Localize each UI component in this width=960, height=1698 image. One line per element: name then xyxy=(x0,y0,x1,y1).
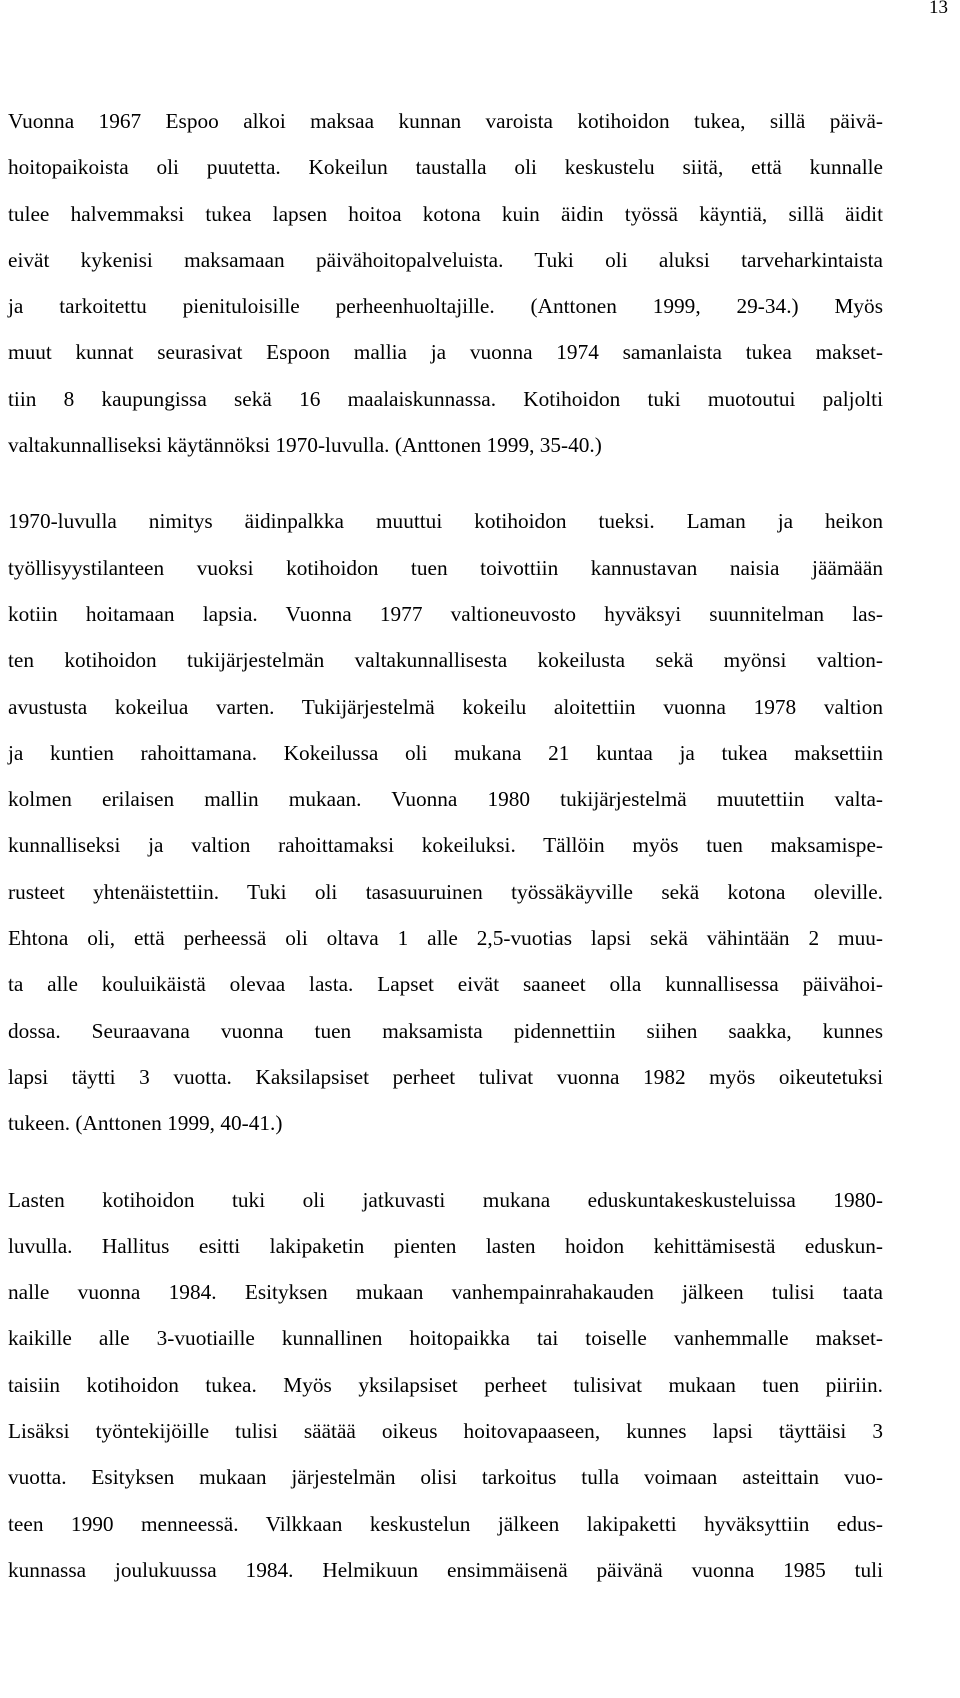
text-line: eivät kykenisi maksamaan päivähoitopalveluista. Tuki oli aluksi tarveharkintaista xyxy=(8,247,883,272)
text-line: kaikille alle 3-vuotiaille kunnallinen hoitopaikka tai toiselle vanhemmalle makset- xyxy=(8,1326,883,1351)
text-line: avustusta kokeilua varten. Tukijärjestelmä kokeilu aloitettiin vuonna 1978 valtion xyxy=(8,694,883,719)
text-line: lapsi täytti 3 vuotta. Kaksilapsiset perheet tulivat vuonna 1982 myös oikeutetuksi xyxy=(8,1064,883,1089)
text-line: hoitopaikoista oli puutetta. Kokeilun taustalla oli keskustelu siitä, että kunnalle xyxy=(8,155,883,180)
text-line: Lisäksi työntekijöille tulisi säätää oikeus hoitovapaaseen, kunnes lapsi täyttäisi 3 xyxy=(8,1419,883,1444)
paragraph-spacer xyxy=(8,468,883,498)
text-line: luvulla. Hallitus esitti lakipaketin pienten lasten hoidon kehittämisestä eduskun- xyxy=(8,1233,883,1258)
text-line: ja kuntien rahoittamana. Kokeilussa oli mukana 21 kuntaa ja tukea maksettiin xyxy=(8,740,883,765)
text-line: 1970-luvulla nimitys äidinpalkka muuttui kotihoidon tueksi. Laman ja heikon xyxy=(8,509,883,534)
paragraph-3 xyxy=(8,1177,883,1594)
paragraph-1 xyxy=(8,98,883,468)
paragraph-2 xyxy=(8,498,883,1146)
text-line: Ehtona oli, että perheessä oli oltava 1 alle 2,5-vuotias lapsi sekä vähintään 2 muu- xyxy=(8,926,883,951)
text-line: kunnassa joulukuussa 1984. Helmikuun ensimmäisenä päivänä vuonna 1985 tuli xyxy=(8,1557,883,1582)
page-number: 13 xyxy=(929,0,948,18)
text-line: nalle vuonna 1984. Esityksen mukaan vanhempainrahakauden jälkeen tulisi taata xyxy=(8,1280,883,1305)
text-line: muut kunnat seurasivat Espoon mallia ja vuonna 1974 samanlaista tukea makset- xyxy=(8,340,883,365)
text-line: kolmen erilaisen mallin mukaan. Vuonna 1980 tukijärjestelmä muutettiin valta- xyxy=(8,787,883,812)
text-line: Vuonna 1967 Espoo alkoi maksaa kunnan varoista kotihoidon tukea, sillä päivä- xyxy=(8,109,883,133)
text-line: ja tarkoitettu pienituloisille perheenhuoltajille. (Anttonen 1999, 29-34.) Myös xyxy=(8,294,883,319)
text-line: vuotta. Esityksen mukaan järjestelmän olisi tarkoitus tulla voimaan asteittain vuo- xyxy=(8,1465,883,1490)
text-line: ta alle kouluikäistä olevaa lasta. Lapset eivät saaneet olla kunnallisessa päivähoi- xyxy=(8,972,883,997)
text-line: tulee halvemmaksi tukea lapsen hoitoa kotona kuin äidin työssä käyntiä, sillä äidit xyxy=(8,201,883,226)
text-line: valtakunnalliseksi käytännöksi 1970-luvulla. (Anttonen 1999, 35-40.) xyxy=(8,433,602,458)
text-line: taisiin kotihoidon tukea. Myös yksilapsiset perheet tulisivat mukaan tuen piiriin. xyxy=(8,1372,883,1397)
document-body xyxy=(8,98,883,1593)
text-line: teen 1990 menneessä. Vilkkaan keskustelun jälkeen lakipaketti hyväksyttiin edus- xyxy=(8,1511,883,1536)
text-line: työllisyystilanteen vuoksi kotihoidon tuen toivottiin kannustavan naisia jäämään xyxy=(8,555,883,580)
paragraph-spacer xyxy=(8,1147,883,1177)
text-line: dossa. Seuraavana vuonna tuen maksamista pidennettiin siihen saakka, kunnes xyxy=(8,1018,883,1043)
text-line: ten kotihoidon tukijärjestelmän valtakunnallisesta kokeilusta sekä myönsi valtion- xyxy=(8,648,883,673)
text-line: kunnalliseksi ja valtion rahoittamaksi kokeiluksi. Tällöin myös tuen maksamispe- xyxy=(8,833,883,858)
text-line: tukeen. (Anttonen 1999, 40-41.) xyxy=(8,1111,283,1136)
text-line: kotiin hoitamaan lapsia. Vuonna 1977 valtioneuvosto hyväksyi suunnitelman las- xyxy=(8,601,883,626)
text-line: rusteet yhtenäistettiin. Tuki oli tasasuuruinen työssäkäyville sekä kotona oleville. xyxy=(8,879,883,904)
text-line: Lasten kotihoidon tuki oli jatkuvasti mukana eduskuntakeskusteluissa 1980- xyxy=(8,1187,883,1212)
text-line: tiin 8 kaupungissa sekä 16 maalaiskunnassa. Kotihoidon tuki muotoutui paljolti xyxy=(8,386,883,411)
